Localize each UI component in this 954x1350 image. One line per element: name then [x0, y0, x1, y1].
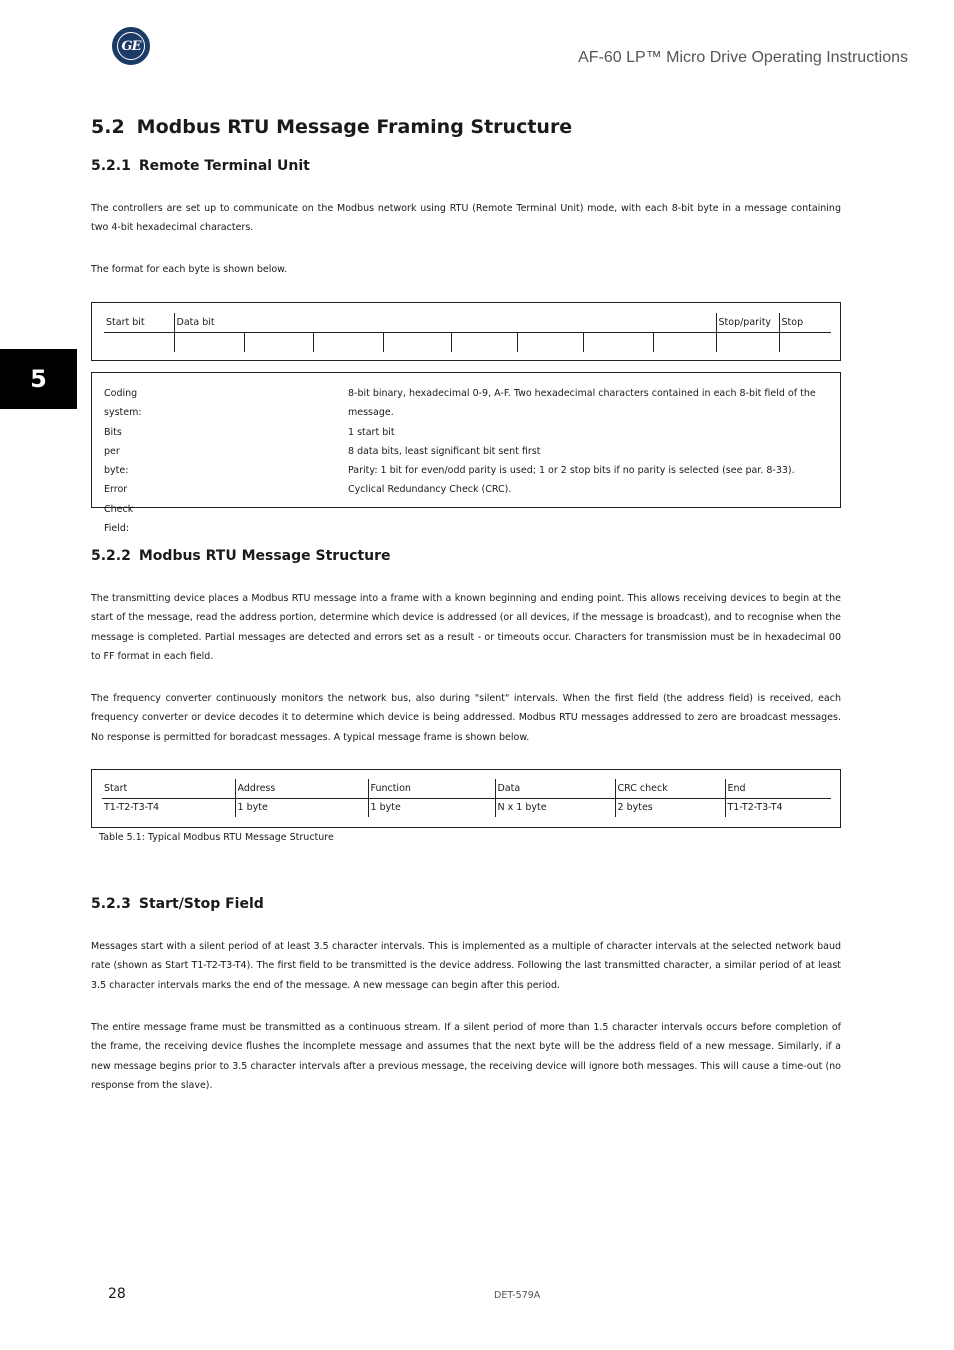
section-heading	[91, 116, 572, 138]
table-cell: N x 1 byte	[495, 798, 615, 817]
subsection-title: Start/Stop Field	[138, 896, 264, 912]
byte-format-box	[91, 302, 841, 361]
column-header: Function	[368, 779, 495, 798]
subsection-title: Modbus RTU Message Structure	[138, 548, 391, 564]
ge-logo-icon	[112, 27, 150, 65]
data-bit-cell	[517, 332, 583, 352]
table-cell: 1 byte	[368, 798, 495, 817]
subsection-heading-5-2-1	[91, 158, 310, 174]
table-caption: Table 5.1: Typical Modbus RTU Message Structure	[99, 832, 334, 843]
column-header: CRC check	[615, 779, 725, 798]
table-cell: T1-T2-T3-T4	[104, 802, 160, 814]
paragraph-format-intro: The format for each byte is shown below.	[91, 264, 288, 275]
column-header: End	[725, 779, 831, 798]
document-code: DET-579A	[494, 1290, 541, 1301]
data-bit-cell	[653, 332, 716, 352]
data-bit-label: Data bit	[174, 313, 716, 332]
paragraph-continuous-stream: The entire message frame must be transmitted as a continuous stream. If a silent period of more than 1.5 character intervals occurs before completion of the frame, the receiving device flushes the incomplete message and assumes that the next byte will be the address field of a new message. Similarly, if a new message begins prior to 3.5 character intervals after a previous message, the receiving device will ignore both messages. This will cause a time-out (no response from the slave).	[91, 1022, 841, 1091]
column-header: Start	[102, 779, 235, 798]
paragraph-rtu-intro: The controllers are set up to communicate on the Modbus network using RTU (Remote Terminal Unit) mode, with each 8-bit byte in a message containing two 4-bit hexadecimal characters.	[91, 203, 841, 234]
subsection-number: 5.2.1	[91, 158, 131, 174]
column-header: Address	[235, 779, 368, 798]
table-cell: T1-T2-T3-T4	[725, 798, 831, 817]
subsection-number: 5.2.2	[91, 548, 131, 564]
coding-system-box	[91, 372, 841, 535]
table-cell: 2 bytes	[615, 798, 725, 817]
section-number: 5.2	[91, 116, 125, 138]
coding-key: Bits per byte:	[104, 426, 129, 477]
message-structure-box	[91, 769, 841, 828]
paragraph-silent-period: Messages start with a silent period of at least 3.5 character intervals. This is implemented as a multiple of character intervals at the selected network baud rate (shown as Start T1-T2-T3-T4). The first field to be transmitted is the device address. Following the last transmitted character, a similar period of at least 3.5 character intervals marks the end of the message. A new message can begin after this period.	[91, 941, 841, 991]
stop-label: Stop	[779, 313, 831, 332]
byte-format-table	[104, 313, 831, 352]
paragraph-network-monitor: The frequency converter continuously monitors the network bus, also during "silent" intervals. When the first field (the address field) is received, each frequency converter or device decodes it to determine which device is being addressed. Modbus RTU messages addressed to zero are broadcast messages. No response is permitted for boradcast messages. A typical message frame is shown below.	[91, 693, 841, 743]
data-bit-cell	[313, 332, 383, 352]
coding-value: 1 start bit	[348, 426, 395, 438]
coding-value: Parity: 1 bit for even/odd parity is used; 1 or 2 stop bits if no parity is selected (see par. 8-33).	[348, 465, 795, 477]
page-number: 28	[108, 1286, 126, 1302]
data-bit-cell	[451, 332, 517, 352]
coding-value: 8 data bits, least significant bit sent first	[348, 445, 541, 457]
coding-key: Coding system:	[104, 388, 142, 419]
paragraph-message-frame: The transmitting device places a Modbus RTU message into a frame with a known beginning and ending point. This allows receiving devices to begin at the start of the message, read the address portion, determine which device is addressed (or all devices, if the message is broadcast), and to recognise when the message is completed. Partial messages are detected and errors set as a result - or timeouts occur. Characters for transmission must be in hexadecimal 00 to FF format in each field.	[91, 593, 841, 662]
message-header-row	[102, 779, 831, 798]
data-bit-cell	[383, 332, 451, 352]
message-structure-table	[102, 779, 831, 817]
stop-cell	[779, 332, 831, 352]
coding-value: message.	[348, 407, 394, 419]
stop-parity-label: Stop/parity	[716, 313, 779, 332]
subsection-heading-5-2-2	[91, 548, 391, 564]
coding-value: 8-bit binary, hexadecimal 0-9, A-F. Two hexadecimal characters contained in each 8-bit field of the	[348, 388, 816, 399]
start-bit-label: Start bit	[104, 313, 174, 332]
subsection-heading-5-2-3	[91, 896, 264, 912]
table-row	[102, 798, 831, 817]
coding-key: Error Check Field:	[104, 484, 134, 535]
column-header: Data	[495, 779, 615, 798]
subsection-number: 5.2.3	[91, 896, 131, 912]
data-bit-cell	[174, 332, 244, 352]
chapter-tab: 5	[0, 349, 77, 409]
data-bit-cell	[583, 332, 653, 352]
stop-parity-cell	[716, 332, 779, 352]
section-title: Modbus RTU Message Framing Structure	[136, 116, 573, 138]
byte-format-cell-row	[104, 332, 831, 352]
coding-value: Cyclical Redundancy Check (CRC).	[348, 484, 512, 496]
start-bit-cell	[104, 332, 174, 352]
table-cell: 1 byte	[235, 798, 368, 817]
subsection-title: Remote Terminal Unit	[138, 158, 310, 174]
data-bit-cell	[244, 332, 313, 352]
byte-format-header-row	[104, 313, 831, 332]
logo-text: GE	[121, 38, 141, 54]
document-title: AF-60 LP™ Micro Drive Operating Instructions	[578, 49, 908, 66]
